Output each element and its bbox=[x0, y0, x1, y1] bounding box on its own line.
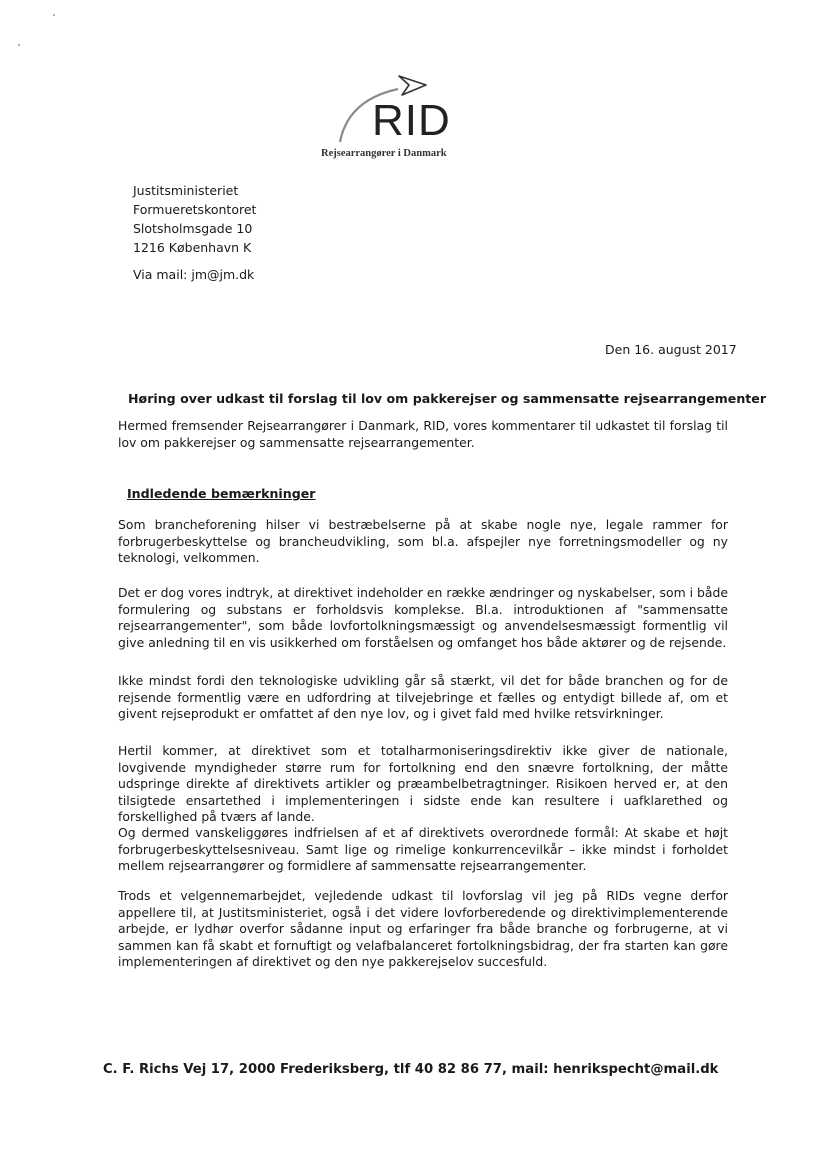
section-heading: Indledende bemærkninger bbox=[127, 486, 316, 501]
letter-date: Den 16. august 2017 bbox=[605, 342, 737, 357]
via-mail: Via mail: jm@jm.dk bbox=[133, 267, 255, 282]
letter-subject: Høring over udkast til forslag til lov om pakkerejser og sammensatte rejsearrangementer bbox=[128, 391, 767, 406]
body-paragraph: Hertil kommer, at direktivet som et totalharmoniseringsdirektiv ikke giver de nationale, lovgivende myndigheder større rum for fortolkning end den snævre fortolkning, der måtte udspringe direkte af direktivets artikler og præambelbetragtninger. Risikoen herved er, at den tilsigtede ensartethed i implementeringen i sidste ende kan resultere i uafklarethed og forskellighed på tværs af lande. bbox=[118, 743, 728, 824]
scan-speck bbox=[53, 14, 55, 16]
body-paragraph: Trods et velgennemarbejdet, vejledende udkast til lovforslag vil jeg på RIDs vegne derfor appellere til, at Justitsministeriet, også i det videre lovforberedende og direktivimplementerende arbejde, er lydhør overfor sådanne input og erfaringer fra både branche og forbrugerne, at vi sammen kan få skabt et fornuftigt og velafbalanceret fortolkningsbidrag, der fra starten kan gøre implementeringen af direktivet og den nye pakkerejselov succesfuld. bbox=[118, 888, 728, 969]
scan-speck bbox=[18, 44, 20, 46]
address-line: 1216 København K bbox=[133, 240, 252, 255]
address-line: Slotsholmsgade 10 bbox=[133, 221, 253, 236]
recipient-address bbox=[133, 181, 256, 257]
address-line: Justitsministeriet bbox=[133, 183, 239, 198]
intro-paragraph: Hermed fremsender Rejsearrangører i Danmark, RID, vores kommentarer til udkastet til forslag til lov om pakkerejser og sammensatte rejsearrangementer. bbox=[118, 418, 728, 450]
body-paragraph: Det er dog vores indtryk, at direktivet indeholder en række ændringer og nyskabelser, som i både formulering og substans er forholdsvis komplekse. Bl.a. introduktionen af "sammensatte rejsearrangementer", som både lovfortolkningsmæssigt og anvendelsesmæssigt formentlig vil give anledning til en vis usikkerhed om forståelsen og omfanget hos både aktører og de rejsende. bbox=[118, 585, 728, 650]
footer-contact: C. F. Richs Vej 17, 2000 Frederiksberg, tlf 40 82 86 77, mail: henrikspecht@mail.dk bbox=[103, 1062, 719, 1077]
body-paragraph: Og dermed vanskeliggøres indfrielsen af et af direktivets overordnede formål: At skabe et højt forbrugerbeskyttelsesniveau. Samt lige og rimelige konkurrencevilkår – ikke mindst i forholdet mellem rejsearrangører og formidlere af sammensatte rejsearrangementer. bbox=[118, 825, 728, 873]
body-paragraph: Ikke mindst fordi den teknologiske udvikling går så stærkt, vil det for både branchen og for de rejsende formentlig være en udfordring at tilvejebringe et fælles og entydigt billede af, om et givent rejseprodukt er omfattet af den nye lov, og i givet fald med hvilke retsvirkninger. bbox=[118, 673, 728, 721]
body-paragraph: Som brancheforening hilser vi bestræbelserne på at skabe nogle nye, legale rammer for forbrugerbeskyttelse og brancheudvikling, som bl.a. afspejler nye forretningsmodeller og ny teknologi, velkommen. bbox=[118, 517, 728, 565]
logo-subtitle: Rejsearrangører i Danmark bbox=[321, 148, 447, 159]
address-line: Formueretskontoret bbox=[133, 202, 257, 217]
logo-wordmark: RID bbox=[372, 96, 451, 145]
